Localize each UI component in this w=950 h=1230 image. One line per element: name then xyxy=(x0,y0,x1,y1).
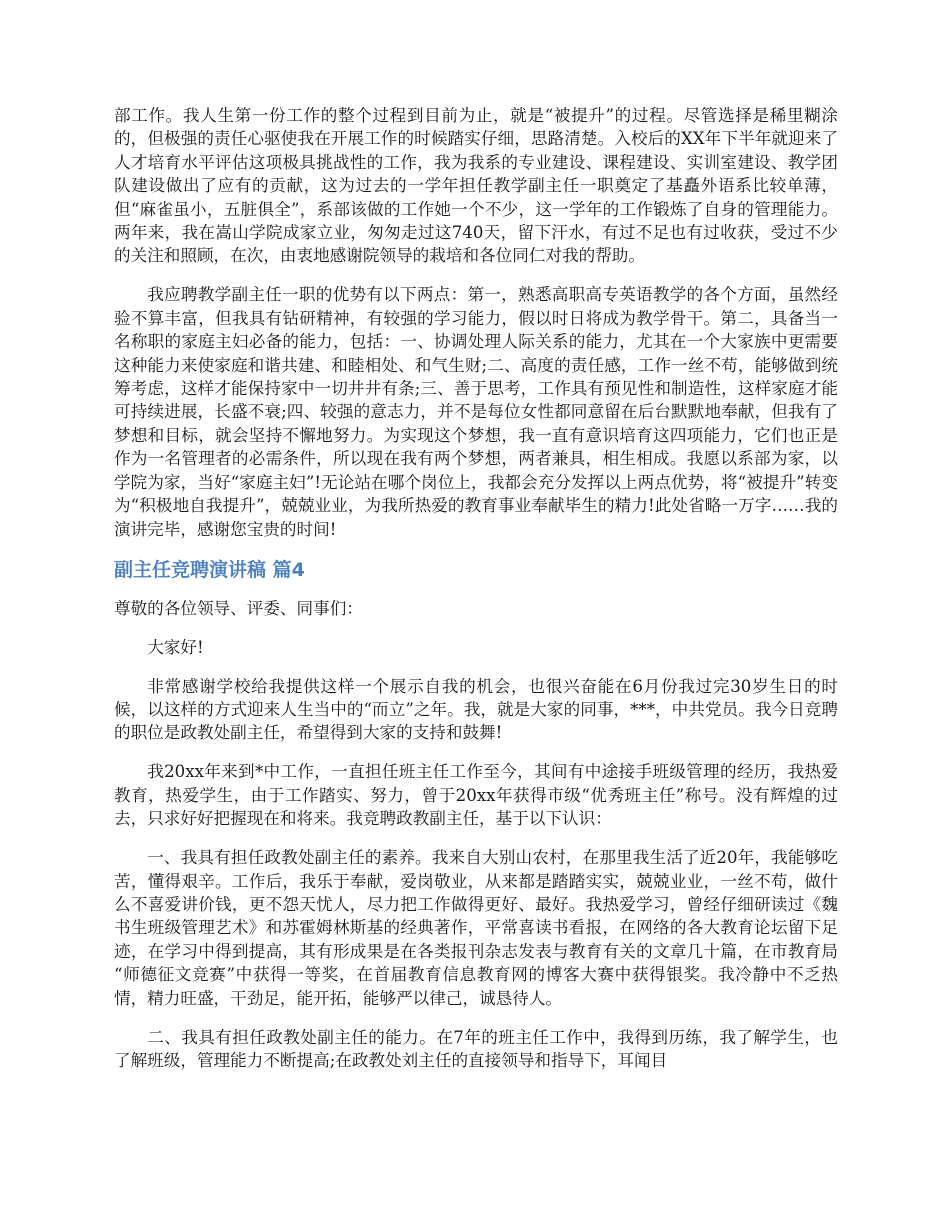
paragraph: 我应聘教学副主任一职的优势有以下两点：第一，熟悉高职高专英语教学的各个方面，虽然经验不算丰富，但我具有钻研精神，有较强的学习能力，假以时日将成为教学骨干。第二，具备当一名称职的家庭主妇必备的能力，包括：一、协调处理人际关系的能力，尤其在一个大家族中更需要这种能力来使家庭和谐共建、和睦相处、和气生财;二、高度的责任感，工作一丝不苟，能够做到统筹考虑，这样才能保持家中一切井井有条;三、善于思考，工作具有预见性和制造性，这样家庭才能可持续进展，长盛不衰;四、较强的意志力，并不是每位女性都同意留在后台默默地奉献，但我有了梦想和目标，就会坚持不懈地努力。为实现这个梦想，我一直有意识培育这四项能力，它们也正是作为一名管理者的必需条件，所以现在我有两个梦想，两者兼具，相生相成。我愿以系部为家，以学院为家，当好“家庭主妇”!无论站在哪个岗位上，我都会充分发挥以上两点优势，将“被提升”转变为“积极地自我提升”，兢兢业业，为我所热爱的教育事业奉献毕生的精力!此处省略一万字……我的演讲完毕，感谢您宝贵的时间! xyxy=(114,285,838,539)
paragraph: 一、我具有担任政教处副主任的素养。我来自大别山农村，在那里我生活了近20年，我能够吃苦，懂得艰辛。工作后，我乐于奉献，爱岗敬业，从来都是踏踏实实，兢兢业业，一丝不苟，做什么不喜爱讲价钱，更不怨天忧人，尽力把工作做得更好、最好。我热爱学习，曾经仔细研读过《魏书生班级管理艺术》和苏霍姆林斯基的经典著作，平常喜读书看报，在网络的各大教育论坛留下足迹，在学习中得到提高，其有形成果是在各类报刊杂志发表与教育有关的文章几十篇，在市教育局 “师德征文竞赛”中获得一等奖，在首届教育信息教育网的博客大赛中获得银奖。我冷静中不乏热情，精力旺盛，干劲足，能开拓，能够严以律己，诚恳待人。 xyxy=(114,848,838,1008)
salutation: 尊敬的各位领导、评委、同事们： xyxy=(114,598,363,618)
paragraph: 非常感谢学校给我提供这样一个展示自我的机会，也很兴奋能在6月份我过完30岁生日的时候，以这样的方式迎来人生当中的“而立”之年。我，就是大家的同事，***，中共党员。我今日竞聘的职位是政教处副主任，希望得到大家的支持和鼓舞! xyxy=(114,676,838,743)
section-heading: 副主任竞聘演讲稿 篇4 xyxy=(114,558,305,581)
paragraph: 二、我具有担任政教处副主任的能力。在7年的班主任工作中，我得到历练，我了解学生，也了解班级，管理能力不断提高;在政教处刘主任的直接领导和指导下，耳闻目 xyxy=(114,1027,838,1070)
greeting: 大家好! xyxy=(147,637,204,657)
paragraph: 部工作。我人生第一份工作的整个过程到目前为止，就是“被提升”的过程。尽管选择是稀里糊涂的，但极强的责任心驱使我在开展工作的时候踏实仔细，思路清楚。入校后的XX年下半年就迎来了人才培育水平评估这项极具挑战性的工作，我为我系的专业建设、课程建设、实训室建设、教学团队建设做出了应有的贡献，这为过去的一学年担任教学副主任一职奠定了基矗外语系比较单薄，但“麻雀虽小，五脏俱全”，系部该做的工作她一个不少，这一学年的工作锻炼了自身的管理能力。两年来，我在嵩山学院成家立业，匆匆走过这740天，留下汗水，有过不足也有过收获，受过不少的关注和照顾，在次，由衷地感谢院领导的栽培和各位同仁对我的帮助。 xyxy=(114,106,838,266)
document-body xyxy=(114,104,838,1088)
paragraph: 我20xx年来到*中工作，一直担任班主任工作至今，其间有中途接手班级管理的经历，我热爱教育，热爱学生，由于工作踏实、努力，曾于20xx年获得市级“优秀班主任”称号。没有辉煌的过去，只求好好把握现在和将来。我竞聘政教副主任，基于以下认识： xyxy=(114,762,838,829)
